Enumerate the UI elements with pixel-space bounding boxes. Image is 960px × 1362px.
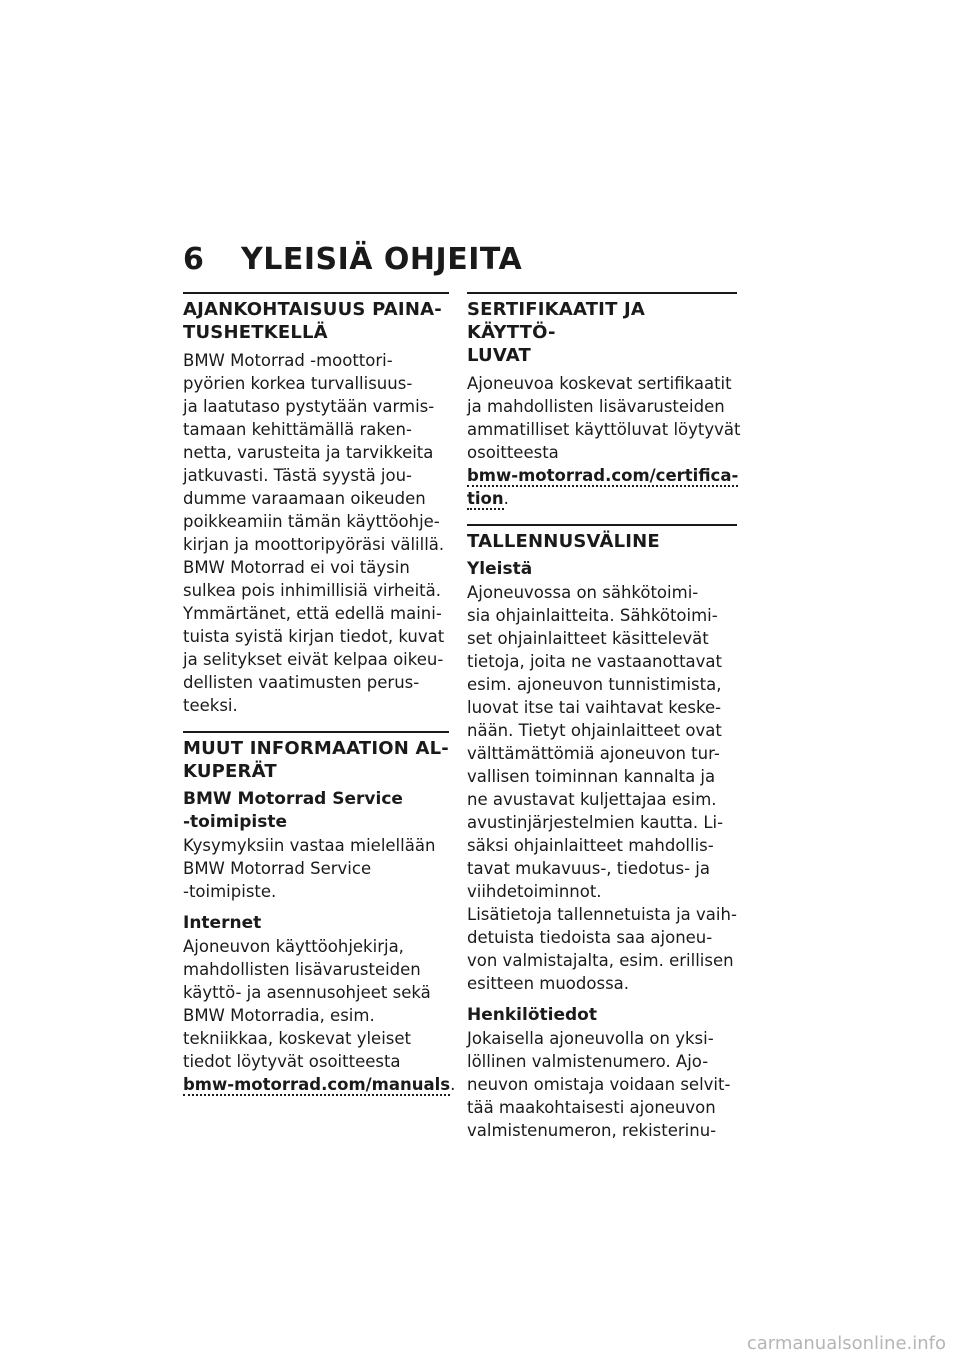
body-line: Ajoneuvossa on sähkötoimi- xyxy=(467,583,699,602)
body-line: poikkeamiin tämän käyttöohje- xyxy=(183,512,440,531)
body-line: dumme varaamaan oikeuden xyxy=(183,489,426,508)
body-line: säksi ohjainlaitteet mahdollis- xyxy=(467,836,714,855)
body-line: tietoja, joita ne vastaanottavat xyxy=(467,652,723,671)
body-line: detuista tiedoista saa ajoneu- xyxy=(467,928,713,947)
body-line: viihdetoiminnot. xyxy=(467,882,602,901)
body-line: valmistenumeron, rekisterinu- xyxy=(467,1121,717,1140)
body-line: dellisten vaatimusten perus- xyxy=(183,673,420,692)
body-line: avustinjärjestelmien kautta. Li- xyxy=(467,813,724,832)
body-line: löllinen valmistenumero. Ajo- xyxy=(467,1052,709,1071)
body-line: ja mahdollisten lisävarusteiden xyxy=(467,397,725,416)
left-column xyxy=(183,292,456,1096)
subheading-internet: Internet xyxy=(183,913,262,933)
body-line: käyttö- ja asennusohjeet sekä xyxy=(183,983,431,1002)
body-line: luovat itse tai vaihtavat keske- xyxy=(467,698,722,717)
service-body xyxy=(183,834,449,903)
body-line: tiedot löytyvät osoitteesta xyxy=(183,1052,401,1071)
body-line: Ajoneuvoa koskevat sertifikaatit xyxy=(467,374,732,393)
body-line: pyörien korkea turvallisuus- xyxy=(183,374,413,393)
body-line: sulkea pois inhimillisiä virheitä. xyxy=(183,581,441,600)
section-body-sertifikaatit xyxy=(467,372,741,510)
section-divider xyxy=(467,524,737,526)
body-line: netta, varusteita ja tarvikkeita xyxy=(183,443,434,462)
body-line: BMW Motorradia, esim. xyxy=(183,1006,375,1025)
certification-link[interactable]: bmw-motorrad.com/certifica- xyxy=(467,466,739,485)
link-line xyxy=(467,487,737,510)
body-line: kirjan ja moottoripyöräsi välillä. xyxy=(183,535,445,554)
chapter-title-text: YLEISIÄ OHJEITA xyxy=(241,242,523,277)
link-line xyxy=(183,1073,456,1096)
section-heading-sertifikaatit xyxy=(467,298,737,367)
watermark: carmanualsonline.info xyxy=(746,1333,946,1354)
body-line: Jokaisella ajoneuvolla on yksi- xyxy=(467,1029,714,1048)
link-tail: . xyxy=(450,1075,456,1094)
body-line: Kysymyksiin vastaa mielellään xyxy=(183,836,436,855)
body-line: ne avustavat kuljettajaa esim. xyxy=(467,790,717,809)
body-line: vallisen toiminnan kannalta ja xyxy=(467,767,716,786)
henkilotiedot-body xyxy=(467,1027,737,1142)
heading-line: MUUT INFORMAATION AL- xyxy=(183,738,449,759)
link-tail: . xyxy=(503,489,509,508)
yleista-body xyxy=(467,581,737,995)
certification-link-cont[interactable]: tion xyxy=(467,489,504,508)
body-line: BMW Motorrad Service xyxy=(183,859,372,878)
body-line: BMW Motorrad ei voi täysin xyxy=(183,558,410,577)
subheading-yleista: Yleistä xyxy=(467,559,533,579)
body-line: tavat mukavuus-, tiedotus- ja xyxy=(467,859,710,878)
body-line: esitteen muodossa. xyxy=(467,974,630,993)
body-line: ja laatutaso pystytään varmis- xyxy=(183,397,435,416)
subheading-service xyxy=(183,788,449,834)
body-line: ja selitykset eivät kelpaa oikeu- xyxy=(183,650,444,669)
subheading-henkilotiedot: Henkilötiedot xyxy=(467,1005,597,1025)
body-line: välttämättömiä ajoneuvon tur- xyxy=(467,744,720,763)
heading-line: SERTIFIKAATIT JA KÄYTTÖ- xyxy=(467,299,646,343)
body-line: Ajoneuvon käyttöohjekirja, xyxy=(183,937,404,956)
body-line: sia ohjainlaitteita. Sähkötoimi- xyxy=(467,606,718,625)
heading-line: KUPERÄT xyxy=(183,761,277,782)
internet-body xyxy=(183,935,456,1096)
body-line: Ymmärtänet, että edellä maini- xyxy=(183,604,442,623)
body-line: osoitteesta xyxy=(467,443,559,462)
subheading-line: -toimipiste xyxy=(183,812,288,832)
body-line: von valmistajalta, esim. erillisen xyxy=(467,951,734,970)
body-line: teeksi. xyxy=(183,696,238,715)
body-line: -toimipiste. xyxy=(183,882,277,901)
body-line: BMW Motorrad -moottori- xyxy=(183,351,393,370)
body-line: tekniikkaa, koskevat yleiset xyxy=(183,1029,412,1048)
link-line xyxy=(467,464,737,487)
section-heading-tallennusvaline: TALLENNUSVÄLINE xyxy=(467,531,660,552)
body-line: tuista syistä kirjan tiedot, kuvat xyxy=(183,627,445,646)
section-divider xyxy=(467,292,737,294)
body-line: jatkuvasti. Tästä syystä jou- xyxy=(183,466,413,485)
heading-line: LUVAT xyxy=(467,345,531,366)
body-line: tamaan kehittämällä raken- xyxy=(183,420,412,439)
chapter-title xyxy=(183,238,522,282)
body-line: neuvon omistaja voidaan selvit- xyxy=(467,1075,731,1094)
body-line: Lisätietoja tallennetuista ja vaih- xyxy=(467,905,737,924)
manuals-link[interactable]: bmw-motorrad.com/manuals xyxy=(183,1075,451,1094)
heading-line: AJANKOHTAISUUS PAINA- xyxy=(183,299,442,320)
section-body-ajankohtaisuus xyxy=(183,349,449,717)
body-line: set ohjainlaitteet käsittelevät xyxy=(467,629,709,648)
body-line: tää maakohtaisesti ajoneuvon xyxy=(467,1098,716,1117)
section-heading-muut-informaation xyxy=(183,737,449,783)
right-column xyxy=(467,292,741,1142)
body-line: nään. Tietyt ohjainlaitteet ovat xyxy=(467,721,722,740)
section-divider xyxy=(183,731,449,733)
body-line: esim. ajoneuvon tunnistimista, xyxy=(467,675,722,694)
body-line: mahdollisten lisävarusteiden xyxy=(183,960,421,979)
heading-line: TUSHETKELLÄ xyxy=(183,322,328,343)
subheading-line: BMW Motorrad Service xyxy=(183,789,403,809)
section-divider xyxy=(183,292,449,294)
body-line: ammatilliset käyttöluvat löytyvät xyxy=(467,420,741,439)
section-heading-ajankohtaisuus xyxy=(183,298,449,344)
chapter-number: 6 xyxy=(183,242,205,277)
